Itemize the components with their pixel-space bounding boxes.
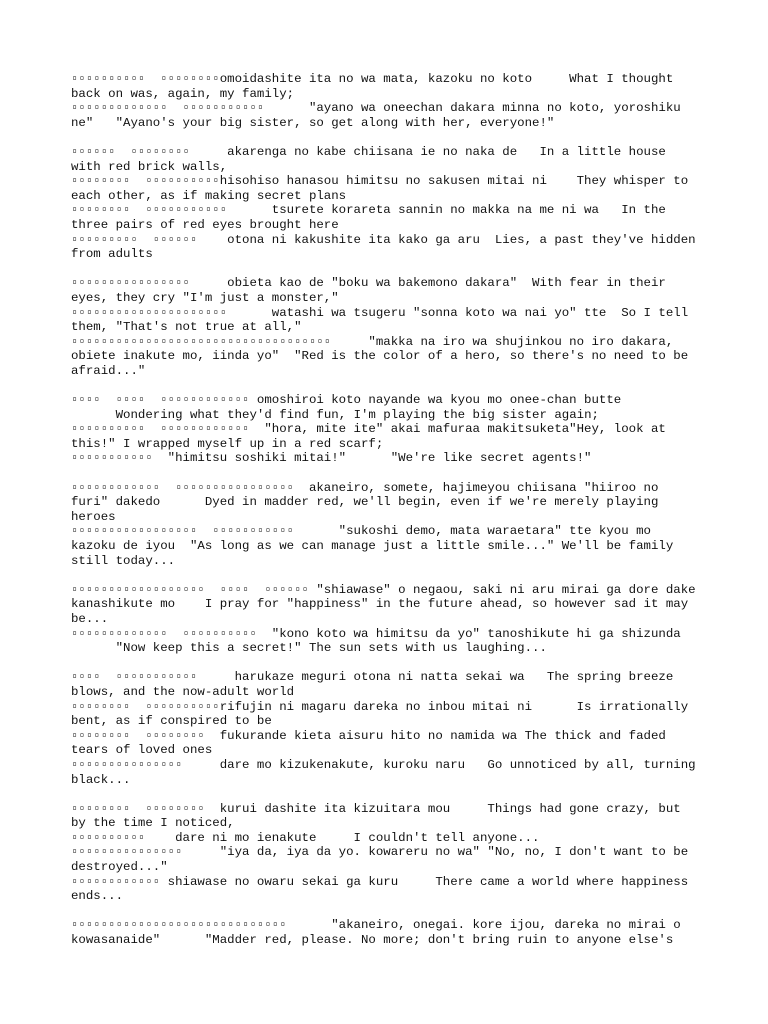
lyric-line: ▫▫▫▫▫▫▫▫▫▫▫▫▫▫▫▫▫▫ ▫▫▫▫ ▫▫▫▫▫▫ "shiawase" o negaou, saki ni aru mirai ga dore dake kanashikute mo I pray for "happiness" in the future ahead, so however sad it may be...	[71, 582, 704, 626]
stanza	[71, 670, 704, 787]
lyric-line: ▫▫▫▫▫▫▫▫▫▫ ▫▫▫▫▫▫▫▫omoidashite ita no wa mata, kazoku no koto What I thought back on was, again, my family;	[71, 72, 681, 101]
lyric-line: ▫▫▫▫▫▫ ▫▫▫▫▫▫▫▫ akarenga no kabe chiisana ie no naka de In a little house with red brick walls,	[71, 144, 674, 174]
lyric-line: ▫▫▫▫▫▫▫▫ ▫▫▫▫▫▫▫▫▫▫rifujin ni magaru dareka no inbou mitai ni Is irrationally bent, as if conspired to be	[71, 699, 696, 729]
lyrics-document	[71, 72, 704, 962]
stanza	[71, 144, 704, 262]
lyric-line: ▫▫▫▫▫▫▫▫▫▫▫▫▫▫▫▫ obieta kao de "boku wa bakemono dakara" With fear in their eyes, they cry "I'm just a monster,"	[71, 276, 674, 305]
lyric-line: ▫▫▫▫▫▫▫▫▫▫▫▫▫▫▫ "iya da, iya da yo. kowareru no wa" "No, no, I don't want to be destroyed..."	[71, 845, 696, 875]
lyric-line: "Now keep this a secret!" The sun sets with us laughing...	[71, 641, 547, 656]
lyric-line: ▫▫▫▫▫▫▫▫▫▫ ▫▫▫▫▫▫▫▫▫▫▫▫ "hora, mite ite" akai mafuraa makitsuketa"Hey, look at this!" I wrapped myself up in a red scarf;	[71, 422, 674, 451]
stanza	[71, 918, 699, 947]
stanza	[71, 276, 699, 378]
lyric-line: ▫▫▫▫▫▫▫▫▫▫▫▫▫ ▫▫▫▫▫▫▫▫▫▫▫ "ayano wa oneechan dakara minna no koto, yoroshiku ne" "Ayano's your big sister, so get along with her, everyone!"	[71, 101, 689, 130]
lyric-line: ▫▫▫▫▫▫▫▫▫▫▫▫▫▫▫▫▫▫▫▫▫▫▫▫▫▫▫▫▫▫▫▫▫▫▫ "makka na iro wa shujinkou no iro dakara, obiete inakute mo, iinda yo" "Red is the color of a hero, so there's no need to be afraid..."	[71, 334, 696, 378]
lyric-line: ▫▫▫▫▫▫▫▫ ▫▫▫▫▫▫▫▫▫▫▫ tsurete korareta sannin no makka na me ni wa In the three pairs of red eyes brought here	[71, 203, 674, 232]
lyric-line: ▫▫▫▫▫▫▫▫▫ ▫▫▫▫▫▫ otona ni kakushite ita kako ga aru Lies, a past they've hidden from adults	[71, 232, 704, 262]
lyric-line: ▫▫▫▫▫▫▫▫▫▫▫▫ ▫▫▫▫▫▫▫▫▫▫▫▫▫▫▫▫ akaneiro, somete, hajimeyou chiisana "hiiroo no furi" dakedo Dyed in madder red, we'll begin, even if we're merely playing heroes	[71, 480, 666, 524]
lyric-line: ▫▫▫▫▫▫▫▫▫▫▫▫▫▫▫ dare mo kizukenakute, kuroku naru Go unnoticed by all, turning black...	[71, 757, 704, 787]
lyric-line: ▫▫▫▫▫▫▫▫▫▫▫ "himitsu soshiki mitai!" "We're like secret agents!"	[71, 451, 592, 466]
lyric-line: ▫▫▫▫ ▫▫▫▫ ▫▫▫▫▫▫▫▫▫▫▫▫ omoshiroi koto nayande wa kyou mo onee-chan butte	[71, 393, 622, 408]
lyric-line: ▫▫▫▫▫▫▫▫ ▫▫▫▫▫▫▫▫ fukurande kieta aisuru hito no namida wa The thick and faded tears of loved ones	[71, 728, 674, 758]
lyric-line: Wondering what they'd find fun, I'm playing the big sister again;	[71, 407, 599, 422]
lyric-line: ▫▫▫▫▫▫▫▫▫▫▫▫▫▫▫▫▫▫▫▫▫▫▫▫▫▫▫▫▫ "akaneiro, onegai. kore ijou, dareka no mirai o kowasanaide" "Madder red, please. No more; don't bring ruin to anyone else's	[71, 918, 689, 948]
lyric-line: ▫▫▫▫▫▫▫▫▫▫▫▫▫ ▫▫▫▫▫▫▫▫▫▫ "kono koto wa himitsu da yo" tanoshikute hi ga shizunda	[71, 626, 681, 641]
lyric-line: ▫▫▫▫ ▫▫▫▫▫▫▫▫▫▫▫ harukaze meguri otona ni natta sekai wa The spring breeze blows, and the now-adult world	[71, 670, 681, 699]
stanza	[71, 393, 699, 466]
stanza	[71, 72, 699, 130]
lyric-line: ▫▫▫▫▫▫▫▫▫▫ dare ni mo ienakute I couldn't tell anyone...	[71, 830, 540, 845]
stanza	[71, 481, 699, 569]
lyric-line: ▫▫▫▫▫▫▫▫▫▫▫▫ shiawase no owaru sekai ga kuru There came a world where happiness ends...	[71, 874, 696, 904]
stanza	[71, 582, 704, 656]
lyric-line: ▫▫▫▫▫▫▫▫▫▫▫▫▫▫▫▫▫ ▫▫▫▫▫▫▫▫▫▫▫ "sukoshi demo, mata waraetara" tte kyou mo kazoku de iyou "As long as we can manage just a little smile..." We'll be family still today...	[71, 524, 681, 568]
lyric-line: ▫▫▫▫▫▫▫▫ ▫▫▫▫▫▫▫▫ kurui dashite ita kizuitara mou Things had gone crazy, but by the time I noticed,	[71, 801, 689, 831]
lyric-line: ▫▫▫▫▫▫▫▫▫▫▫▫▫▫▫▫▫▫▫▫▫ watashi wa tsugeru "sonna koto wa nai yo" tte So I tell them, "That's not true at all,"	[71, 305, 696, 335]
lyric-line: ▫▫▫▫▫▫▫▫ ▫▫▫▫▫▫▫▫▫▫hisohiso hanasou himitsu no sakusen mitai ni They whisper to each other, as if making secret plans	[71, 174, 696, 203]
stanza	[71, 802, 699, 904]
